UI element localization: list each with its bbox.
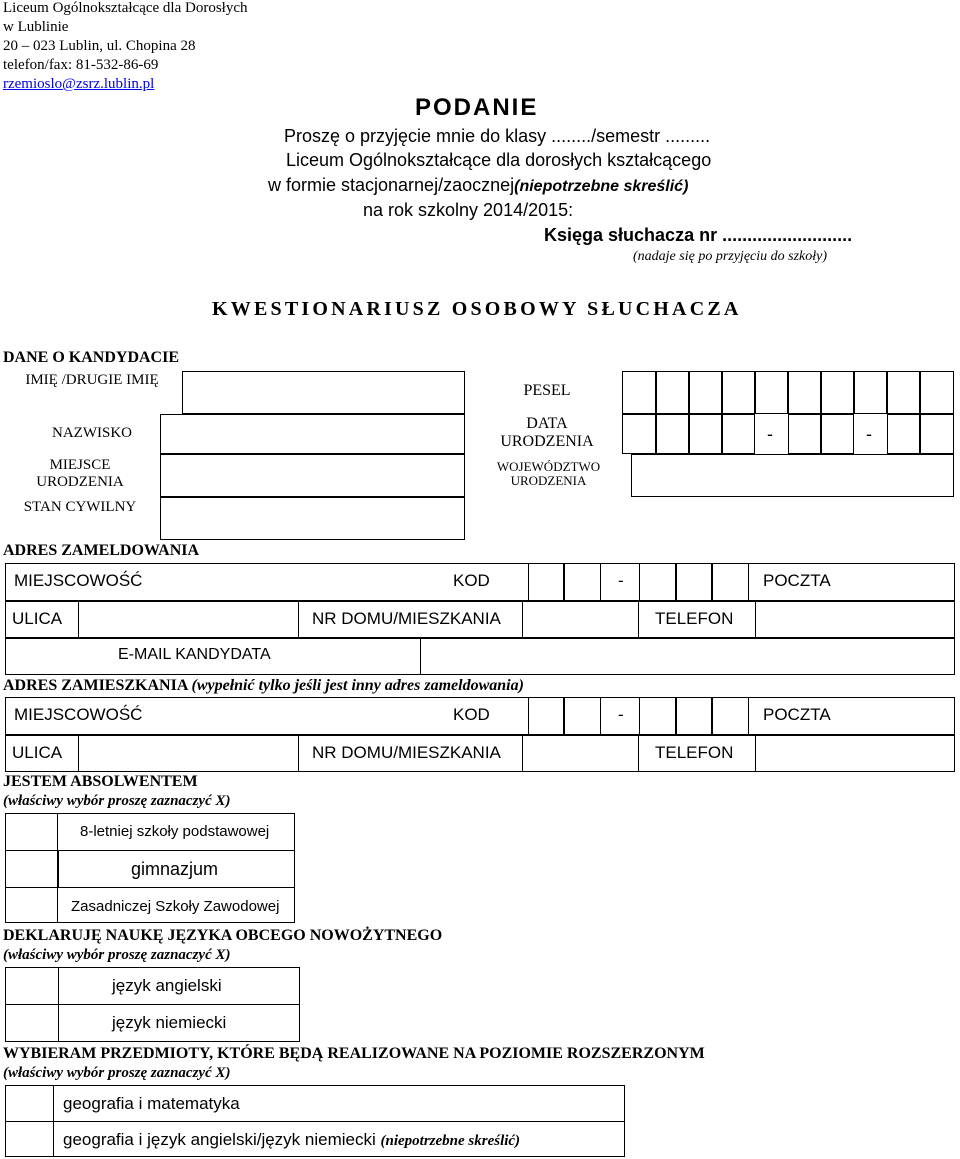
registered-address-heading: ADRES ZAMELDOWANIA	[3, 542, 200, 559]
registered-house-number-label: NR DOMU/MIESZKANIA	[312, 609, 501, 628]
residence-post-office-label: POCZTA	[763, 705, 831, 724]
pesel-digit-box[interactable]	[689, 371, 722, 414]
residence-street-field[interactable]	[78, 735, 299, 772]
registered-post-office-label: POCZTA	[763, 571, 831, 590]
school-phone: telefon/fax: 81-532-86-69	[3, 57, 159, 73]
school-name: Liceum Ogólnokształcące dla Dorosłych	[3, 0, 248, 16]
candidate-section-heading: DANE O KANDYDACIE	[3, 349, 180, 366]
marital-status-label: STAN CYWILNY	[23, 499, 137, 515]
registered-postal-digit-box[interactable]	[639, 563, 676, 601]
residence-postal-digit-box[interactable]	[676, 697, 712, 735]
questionnaire-title: KWESTIONARIUSZ OSOBOWY SŁUCHACZA	[212, 298, 742, 320]
subject-option-label: geografia i język angielski/język niemiecki	[63, 1130, 376, 1149]
birth-date-separator: -	[866, 424, 872, 444]
study-form-note: (niepotrzebne skreślić)	[514, 178, 689, 195]
school-type-line: Liceum Ogólnokształcące dla dorosłych kształcącego	[286, 150, 712, 170]
residence-address-heading	[3, 677, 524, 695]
page-title: PODANIE	[415, 94, 539, 121]
subject-option-label: geografia i matematyka	[63, 1094, 240, 1113]
birth-date-digit-box[interactable]	[887, 414, 920, 454]
registered-phone-field[interactable]	[755, 601, 955, 638]
registered-street-label: ULICA	[12, 609, 63, 628]
postal-dash: -	[618, 571, 624, 590]
language-option-checkbox[interactable]	[5, 1004, 59, 1042]
birth-date-digit-box[interactable]	[689, 414, 722, 454]
residence-house-number-label: NR DOMU/MIESZKANIA	[312, 743, 501, 762]
study-form-line	[268, 175, 688, 196]
registered-postal-digit-box[interactable]	[564, 563, 601, 601]
language-option-checkbox[interactable]	[5, 967, 59, 1005]
pesel-digit-box[interactable]	[920, 371, 954, 414]
subject-option-note: (niepotrzebne skreślić)	[380, 1133, 521, 1149]
registered-postal-digit-box[interactable]	[712, 563, 749, 601]
birth-date-digit-box[interactable]	[622, 414, 656, 454]
registered-postal-digit-box[interactable]	[676, 563, 712, 601]
birth-date-digit-box[interactable]	[722, 414, 755, 454]
register-note: (nadaje się po przyjęciu do szkoły)	[633, 249, 828, 264]
pesel-digit-box[interactable]	[887, 371, 920, 414]
graduate-heading: JESTEM ABSOLWENTEM	[3, 773, 198, 790]
graduate-option-checkbox[interactable]	[5, 813, 58, 851]
subject-option-row-text	[63, 1130, 520, 1150]
registered-postal-digit-box[interactable]	[528, 563, 564, 601]
birth-date-separator: -	[767, 424, 773, 444]
residence-phone-field[interactable]	[755, 735, 955, 772]
first-name-label: IMIĘ /DRUGIE IMIĘ	[25, 372, 159, 388]
language-option-label: język angielski	[112, 976, 222, 995]
email-field[interactable]	[420, 638, 955, 675]
registered-phone-label: TELEFON	[655, 609, 734, 628]
school-email-link[interactable]: rzemioslo@zsrz.lublin.pl	[3, 76, 155, 92]
pesel-digit-box[interactable]	[755, 371, 788, 414]
residence-address-title: ADRES ZAMIESZKANIA	[3, 677, 188, 694]
graduate-option-checkbox[interactable]	[5, 850, 58, 888]
graduate-option-label: 8-letniej szkoły podstawowej	[80, 823, 270, 840]
last-name-label: NAZWISKO	[52, 425, 132, 441]
first-name-field[interactable]	[182, 371, 465, 414]
subject-option-checkbox[interactable]	[5, 1085, 54, 1122]
residence-postal-digit-box[interactable]	[564, 697, 601, 735]
graduate-note: (właściwy wybór proszę zaznaczyć X)	[3, 793, 231, 809]
email-label: E-MAIL KANDYDATA	[118, 646, 271, 663]
register-number: Księga słuchacza nr ..........................	[544, 225, 853, 245]
residence-city-label: MIEJSCOWOŚĆ	[14, 705, 143, 724]
birth-voivodeship-field[interactable]	[631, 454, 954, 497]
subjects-note: (właściwy wybór proszę zaznaczyć X)	[3, 1065, 231, 1081]
language-note: (właściwy wybór proszę zaznaczyć X)	[3, 947, 231, 963]
birth-date-digit-box[interactable]	[920, 414, 954, 454]
residence-address-note: (wypełnić tylko jeśli jest inny adres zameldowania)	[191, 677, 524, 694]
registered-house-number-field[interactable]	[522, 601, 639, 638]
registered-street-field[interactable]	[78, 601, 299, 638]
birth-date-digit-box[interactable]	[821, 414, 854, 454]
residence-postal-digit-box[interactable]	[639, 697, 676, 735]
residence-house-number-field[interactable]	[522, 735, 639, 772]
pesel-digit-box[interactable]	[722, 371, 755, 414]
language-option-label: język niemiecki	[112, 1013, 227, 1032]
pesel-digit-box[interactable]	[656, 371, 689, 414]
birth-date-label: DATA URODZENIA	[500, 415, 594, 450]
pesel-digit-box[interactable]	[788, 371, 821, 414]
graduate-option-checkbox[interactable]	[5, 887, 58, 923]
school-year-line: na rok szkolny 2014/2015:	[363, 200, 574, 220]
school-address: 20 – 023 Lublin, ul. Chopina 28	[3, 38, 196, 54]
residence-phone-label: TELEFON	[655, 743, 734, 762]
marital-status-field[interactable]	[160, 497, 465, 540]
language-heading: DEKLARUJĘ NAUKĘ JĘZYKA OBCEGO NOWOŻYTNEGO	[3, 927, 443, 944]
registered-city-label: MIEJSCOWOŚĆ	[14, 571, 143, 590]
class-request-line: Proszę o przyjęcie mnie do klasy ......../semestr .........	[284, 126, 711, 146]
birth-place-label: MIEJSCE URODZENIA	[36, 457, 124, 490]
pesel-digit-box[interactable]	[821, 371, 854, 414]
study-form-text: w formie stacjonarnej/zaocznej	[268, 175, 515, 195]
birth-place-field[interactable]	[160, 454, 465, 497]
birth-date-digit-box[interactable]	[788, 414, 821, 454]
pesel-digit-box[interactable]	[622, 371, 656, 414]
registered-postal-label: KOD	[453, 571, 490, 590]
graduate-option-label: gimnazjum	[131, 859, 219, 879]
postal-dash: -	[618, 705, 624, 724]
school-city: w Lublinie	[3, 19, 69, 35]
residence-postal-digit-box[interactable]	[712, 697, 749, 735]
pesel-label: PESEL	[523, 382, 571, 399]
subjects-heading: WYBIERAM PRZEDMIOTY, KTÓRE BĘDĄ REALIZOWANE NA POZIOMIE ROZSZERZONYM	[3, 1045, 705, 1062]
subject-option-checkbox[interactable]	[5, 1121, 54, 1157]
birth-voivodeship-label: WOJEWÓDZTWO URODZENIA	[496, 459, 601, 489]
graduate-option-label: Zasadniczej Szkoły Zawodowej	[71, 898, 280, 915]
pesel-digit-box[interactable]	[854, 371, 887, 414]
last-name-field[interactable]	[160, 414, 465, 454]
birth-date-digit-box[interactable]	[656, 414, 689, 454]
residence-postal-label: KOD	[453, 705, 490, 724]
residence-postal-digit-box[interactable]	[528, 697, 564, 735]
residence-street-label: ULICA	[12, 743, 63, 762]
